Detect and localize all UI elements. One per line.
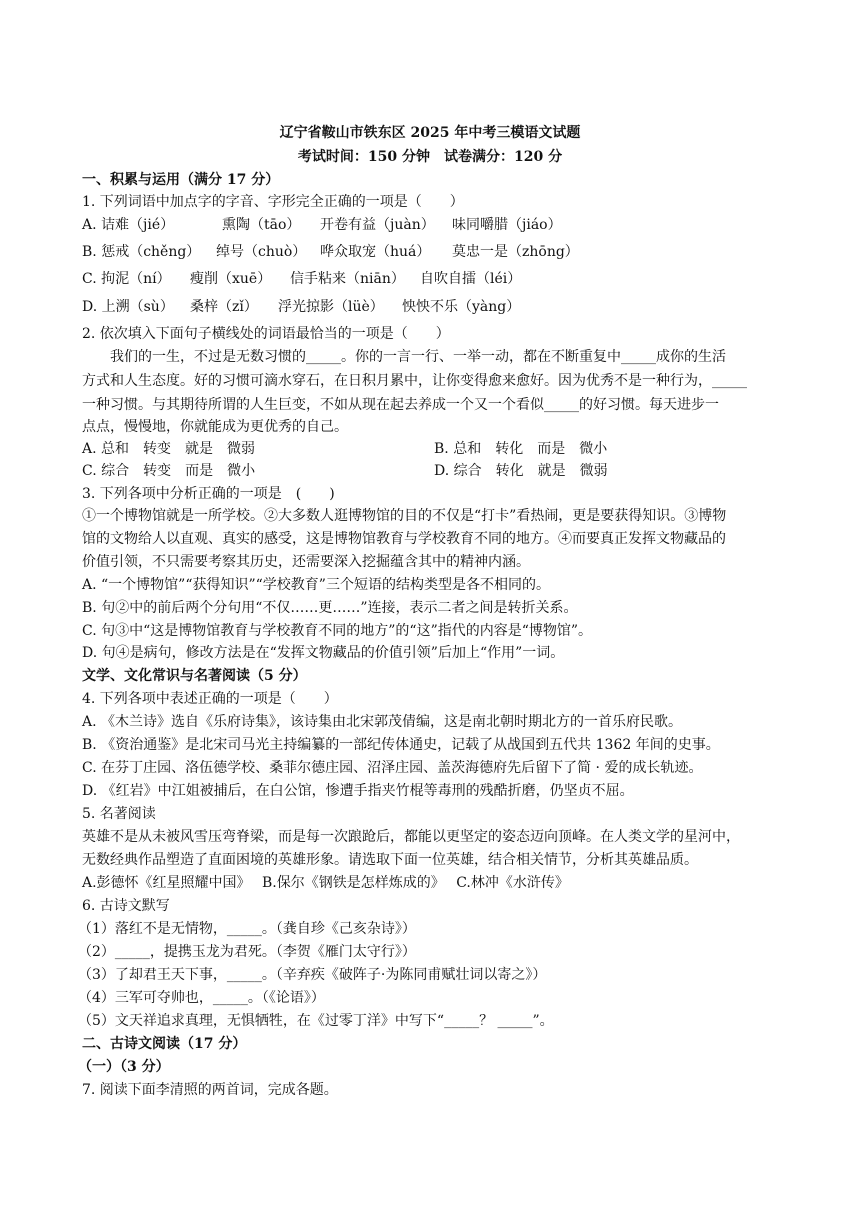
- q6-stem: 6. 古诗文默写: [82, 898, 170, 914]
- q5-choices: A.彭德怀《红星照耀中国》 B.保尔《钢铁是怎样炼成的》 C.林冲《水浒传》: [82, 875, 569, 891]
- q1-d-1: D. 上溯（sù）: [82, 299, 174, 315]
- q1-b-1: B. 惩戒（chěng）: [82, 244, 201, 260]
- q1-c-2: 瘦削（xuē）: [190, 271, 272, 287]
- q1-a-3: 开卷有益（juàn）: [320, 217, 435, 233]
- q3-passage-line-3: 价值引领，不只需要考察其历史，还需要深入挖掘蕴含其中的精神内涵。: [82, 554, 530, 570]
- q1-d-4: 怏怏不乐（yàng）: [402, 299, 521, 315]
- q7-stem: 7. 阅读下面李清照的两首词，完成各题。: [82, 1082, 338, 1098]
- q3-option-b: B. 句②中的前后两个分句用“不仅……更……”连接，表示二者之间是转折关系。: [82, 600, 578, 616]
- section-heading-1: 一、积累与运用（满分 17 分）: [82, 172, 280, 188]
- q4-stem: 4. 下列各项中表述正确的一项是（ ）: [82, 691, 338, 707]
- q3-option-c: C. 句③中“这是博物馆教育与学校教育不同的地方”的“这”指代的内容是“博物馆”。: [82, 623, 593, 639]
- q1-stem: 1. 下列词语中加点字的字音、字形完全正确的一项是（ ）: [82, 194, 464, 210]
- q1-c-1: C. 拘泥（ní）: [82, 271, 171, 287]
- q1-option-c: [82, 270, 521, 288]
- q4-option-d: D. 《红岩》中江姐被捕后，在白公馆，惨遭手指夹竹棍等毒刑的残酷折磨，仍坚贞不屈。: [82, 783, 634, 799]
- q2-stem: 2. 依次填入下面句子横线处的词语最恰当的一项是（ ）: [82, 326, 450, 342]
- q1-d-3: 浮光掠影（lüè）: [278, 299, 384, 315]
- q3-passage-line-1: ①一个博物馆就是一所学校。②大多数人逛博物馆的目的不仅是“打卡”看热闹，更是要获得知识。③博物: [82, 508, 727, 524]
- q2-passage-line-1: 我们的一生，不过是无数习惯的_____。你的一言一行、一举一动，都在不断重复中_____成你的生活: [110, 349, 726, 365]
- q1-option-d: [82, 298, 520, 316]
- q2-passage-line-2: 方式和人生态度。好的习惯可滴水穿石，在日积月累中，让你变得愈来愈好。因为优秀不是一种行为，_____: [82, 373, 747, 389]
- q2-option-a: A. 总和 转变 就是 微弱: [82, 441, 256, 457]
- q1-c-4: 自吹自擂（léi）: [420, 271, 522, 287]
- q1-a-4: 味同嚼腊（jiáo）: [452, 217, 562, 233]
- q4-option-a: A. 《木兰诗》选自《乐府诗集》，该诗集由北宋郭茂倩编，这是南北朝时期北方的一首乐府民歌。: [82, 714, 683, 730]
- exam-subtitle: 考试时间：150 分钟 试卷满分：120 分: [297, 149, 563, 165]
- q2-option-d: D. 综合 转化 就是 微弱: [434, 463, 608, 479]
- q2-passage-line-4: 点点，慢慢地，你就能成为更优秀的自己。: [82, 419, 348, 435]
- q6-line-2: （2）_____，提携玉龙为君死。（李贺《雁门太守行》）: [78, 944, 416, 960]
- q2-option-c: C. 综合 转变 而是 微小: [82, 463, 256, 479]
- q3-option-a: A. “一个博物馆”“获得知识”“学校教育”三个短语的结构类型是各不相同的。: [82, 577, 550, 593]
- section-heading-lit: 文学、文化常识与名著阅读（5 分）: [82, 668, 307, 684]
- exam-title: 辽宁省鞍山市铁东区 2025 年中考三模语文试题: [279, 125, 581, 141]
- q4-option-b: B. 《资治通鉴》是北宋司马光主持编纂的一部纪传体通史，记载了从战国到五代共 1362 年间的史事。: [82, 737, 720, 753]
- q1-option-a: [82, 216, 562, 234]
- q6-line-1: （1）落红不是无情物，_____。（龚自珍《己亥杂诗》）: [78, 921, 416, 937]
- q6-line-5: （5）文天祥追求真理，无惧牺牲，在《过零丁洋》中写下“_____？ _____”。: [78, 1013, 554, 1029]
- q5-stem: 5. 名著阅读: [82, 806, 156, 822]
- q1-b-2: 绰号（chuò）: [216, 244, 307, 260]
- section-2-sub-1: （一）（3 分）: [78, 1059, 170, 1075]
- q1-option-b: [82, 243, 579, 261]
- q5-passage-line-2: 无数经典作品塑造了直面困境的英雄形象。请选取下面一位英雄，结合相关情节，分析其英雄品质。: [82, 852, 698, 868]
- q3-option-d: D. 句④是病句，修改方法是在“发挥文物藏品的价值引领”后加上“作用”一词。: [82, 645, 565, 661]
- q1-b-4: 莫忠一是（zhōng）: [452, 244, 579, 260]
- q1-a-1: A. 诘难（jié）: [82, 217, 175, 233]
- q1-d-2: 桑梓（zǐ）: [190, 299, 258, 315]
- q6-line-3: （3）了却君王天下事，_____。（辛弃疾《破阵子·为陈同甫赋壮词以寄之》）: [78, 967, 547, 983]
- section-heading-2: 二、古诗文阅读（17 分）: [82, 1036, 247, 1052]
- q1-c-3: 信手粘来（niān）: [290, 271, 405, 287]
- q3-stem: 3. 下列各项中分析正确的一项是 ( ): [82, 486, 335, 502]
- q1-b-3: 哗众取宠（huá）: [320, 244, 431, 260]
- q5-passage-line-1: 英雄不是从未被风雪压弯脊梁，而是每一次踉跄后，都能以更坚定的姿态迈向顶峰。在人类文学的星河中，: [82, 829, 740, 845]
- q6-line-4: （4）三军可夺帅也，_____。（《论语》）: [78, 990, 325, 1006]
- q3-passage-line-2: 馆的文物给人以直观、真实的感受，这是博物馆教育与学校教育不同的地方。④而要真正发挥文物藏品的: [82, 531, 726, 547]
- q1-a-2: 熏陶（tāo）: [222, 217, 301, 233]
- q4-option-c: C. 在芬丁庄园、洛伍德学校、桑菲尔德庄园、沼泽庄园、盖茨海德府先后留下了简 · 爱的成长轨迹。: [82, 760, 703, 776]
- q2-option-b: B. 总和 转化 而是 微小: [434, 441, 608, 457]
- q2-passage-line-3: 一种习惯。与其期待所谓的人生巨变，不如从现在起去养成一个又一个看似_____的好习惯。每天进步一: [82, 397, 719, 413]
